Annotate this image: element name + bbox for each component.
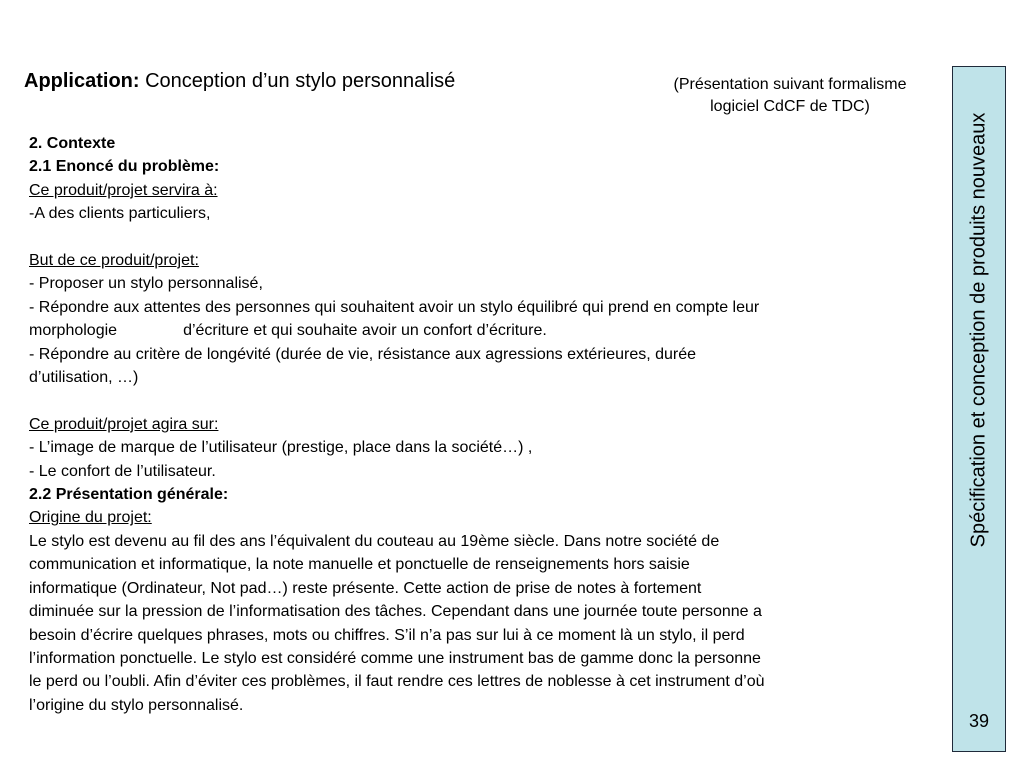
blank-line <box>29 389 949 412</box>
but-item-2-word: morphologie <box>29 322 118 340</box>
subheading-but: But de ce produit/projet: <box>29 252 199 270</box>
origin-line: l’information ponctuelle. Le stylo est considéré comme une instrument bas de gamme donc la personne <box>29 649 761 667</box>
side-band-title: Spécification et conception de produits nouveaux <box>967 112 990 548</box>
but-item-1: - Proposer un stylo personnalisé, <box>29 275 263 293</box>
origin-line: diminuée sur la pression de l’informatisation des tâches. Cependant dans une journée toute personne a <box>29 603 762 621</box>
agira-item-2: - Le confort de l’utilisateur. <box>29 462 216 480</box>
but-item-2-line-2 <box>29 319 949 342</box>
servira-item: -A des clients particuliers, <box>29 205 211 223</box>
agira-item-1: - L’image de marque de l’utilisateur (prestige, place dans la société…) , <box>29 439 533 457</box>
subheading-origine: Origine du projet: <box>29 509 152 527</box>
but-item-2-rest: d’écriture et qui souhaite avoir un confort d’écriture. <box>183 322 547 340</box>
origin-line: informatique (Ordinateur, Not pad…) reste présente. Cette action de prise de notes à fortement <box>29 579 702 597</box>
slide-title <box>24 70 455 93</box>
blank-line <box>29 226 949 249</box>
section-heading-contexte: 2. Contexte <box>29 135 116 152</box>
but-item-2-line-1: - Répondre aux attentes des personnes qui souhaitent avoir un stylo équilibré qui prend en compte leur <box>29 298 760 316</box>
slide-subtitle <box>630 74 950 118</box>
origin-line: communication et informatique, la note manuelle et ponctuelle de renseignements hors saisie <box>29 556 690 574</box>
section-heading-enonce: 2.1 Enoncé du problème: <box>29 158 220 176</box>
origin-line: le perd ou l’oubli. Afin d’éviter ces problèmes, il faut rendre ces lettres de noblesse à cet instrument d’où <box>29 673 765 691</box>
page-number: 39 <box>968 711 990 731</box>
subtitle-line-2: logiciel CdCF de TDC) <box>710 98 870 115</box>
subheading-servira: Ce produit/projet servira à: <box>29 181 218 199</box>
section-heading-presentation: 2.2 Présentation générale: <box>29 486 229 504</box>
subheading-agira: Ce produit/projet agira sur: <box>29 415 219 433</box>
slide-body <box>29 132 949 717</box>
but-item-3-line-1: - Répondre au critère de longévité (durée de vie, résistance aux agressions extérieures, durée <box>29 345 697 363</box>
slide-title-text: Conception d’un stylo personnalisé <box>139 70 456 92</box>
origin-line: Le stylo est devenu au fil des ans l’équivalent du couteau au 19ème siècle. Dans notre société de <box>29 532 720 550</box>
origin-line: besoin d’écrire quelques phrases, mots ou chiffres. S’il n’a pas sur lui à ce moment là un stylo, il perd <box>29 626 745 644</box>
slide-title-bold: Application: <box>24 70 140 92</box>
but-item-3-line-2: d’utilisation, …) <box>29 369 139 387</box>
origin-line: l’origine du stylo personnalisé. <box>29 696 244 714</box>
subtitle-line-1: (Présentation suivant formalisme <box>673 76 907 93</box>
